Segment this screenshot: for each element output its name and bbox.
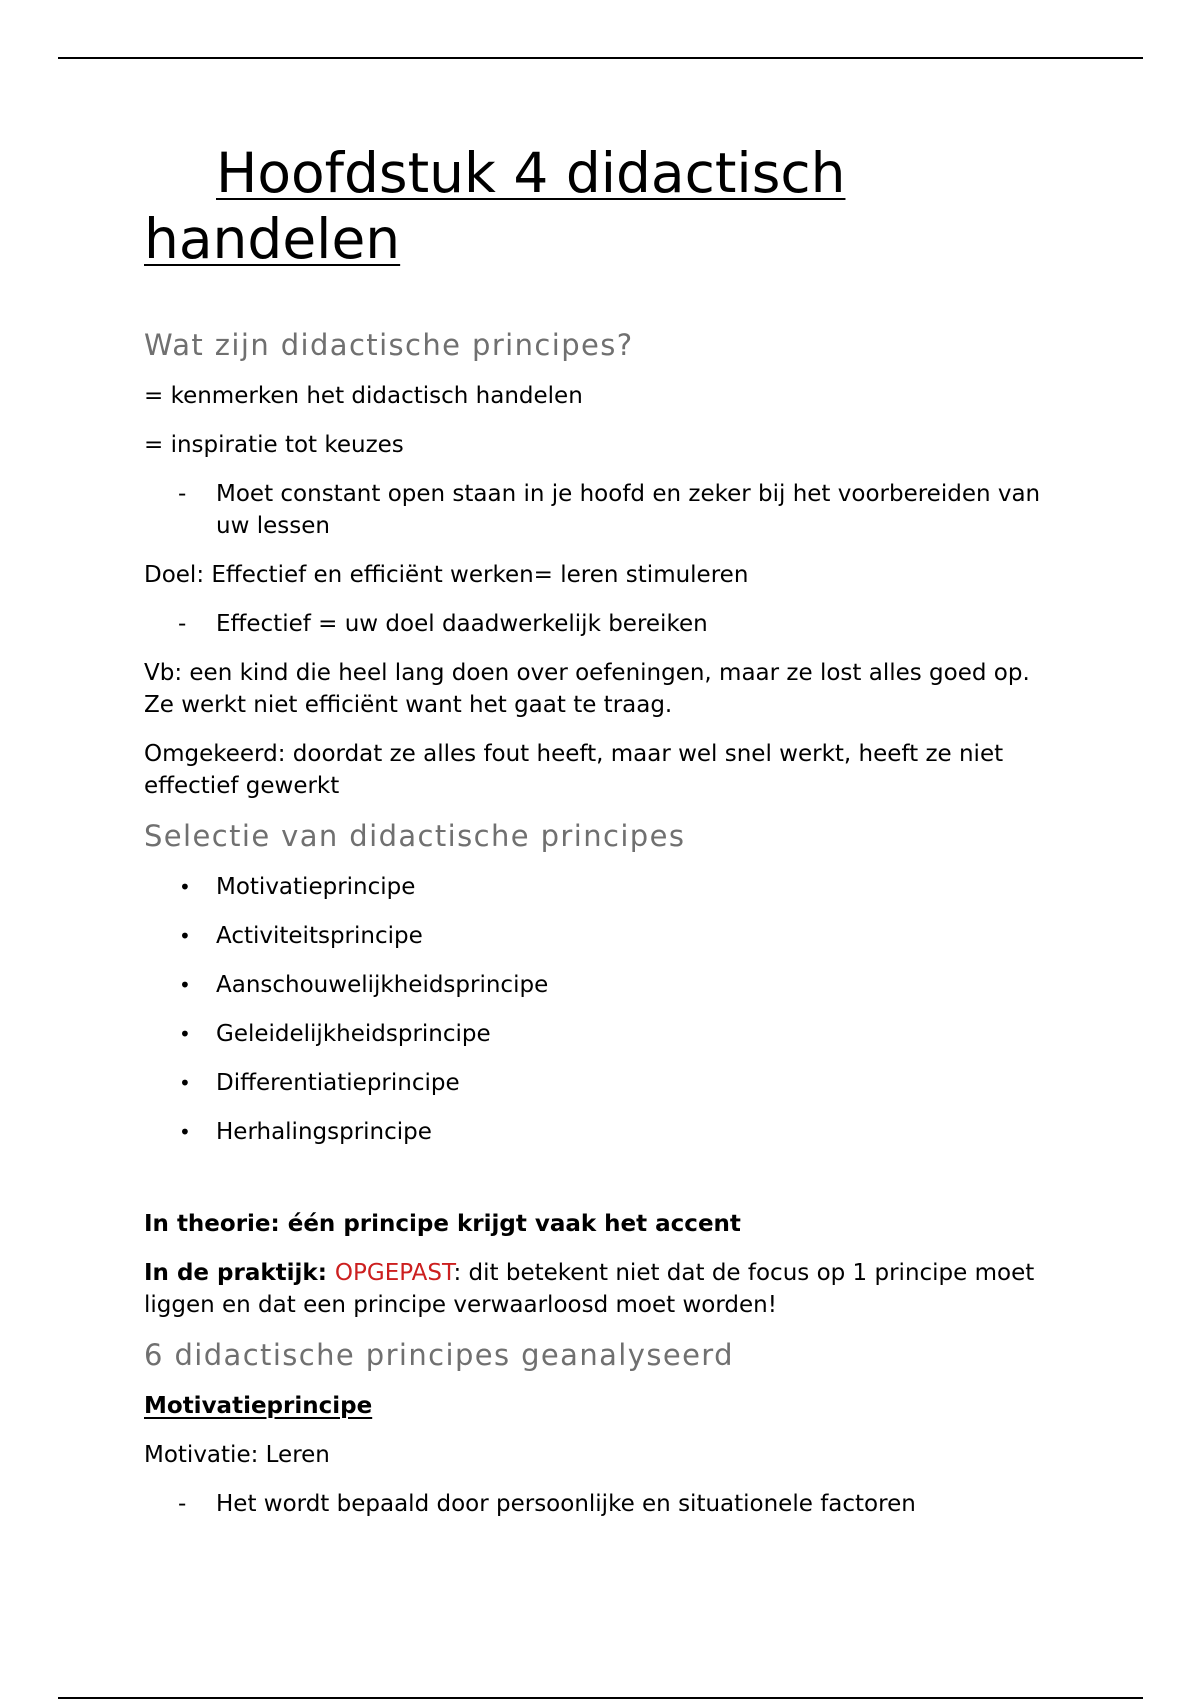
list-item	[144, 1116, 1064, 1148]
section-heading-selectie: Selectie van didactische principes	[144, 819, 686, 853]
bullet-icon: •	[179, 875, 191, 899]
principles-list	[144, 871, 1064, 1148]
omgekeerd-paragraph: Omgekeerd: doordat ze alles fout heeft, maar wel snel werkt, heeft ze niet effectief gewerkt	[144, 741, 1004, 799]
title-line-2: handelen	[144, 207, 401, 271]
bullet-icon: •	[179, 973, 191, 997]
list-item-text: Geleidelijkheidsprincipe	[216, 1021, 491, 1047]
footer-rule	[58, 1697, 1143, 1699]
example-paragraph: Vb: een kind die heel lang doen over oefeningen, maar ze lost alles goed op. Ze werkt niet efficiënt want het gaat te traag.	[144, 660, 1030, 718]
bullet-icon: •	[179, 1120, 191, 1144]
list-item-text: Differentiatieprincipe	[216, 1070, 460, 1096]
subheading-motivatieprincipe: Motivatieprincipe	[144, 1393, 373, 1419]
dash-item-text: Het wordt bepaald door persoonlijke en situationele factoren	[216, 1491, 916, 1517]
doel-line: Doel: Effectief en efficiënt werken= leren stimuleren	[144, 562, 749, 588]
bullet-icon: •	[179, 1022, 191, 1046]
theorie-line: In theorie: één principe krijgt vaak het accent	[144, 1211, 741, 1237]
list-item	[144, 1018, 1064, 1050]
dash-marker: -	[178, 481, 187, 507]
dash-item-text: Moet constant open staan in je hoofd en zeker bij het voorbereiden van uw lessen	[216, 481, 1041, 539]
document-body	[144, 140, 1064, 1537]
title-line-1: Hoofdstuk 4 didactisch	[216, 141, 846, 205]
praktijk-text: : dit betekent niet dat de focus op 1 principe moet liggen en dat een principe verwaarloosd moet worden!	[144, 1260, 1035, 1318]
dash-marker: -	[178, 611, 187, 637]
list-item	[144, 871, 1064, 903]
list-item	[144, 1067, 1064, 1099]
definition-line-2: = inspiratie tot keuzes	[144, 432, 404, 458]
dash-marker: -	[178, 1491, 187, 1517]
list-item-text: Herhalingsprincipe	[216, 1119, 432, 1145]
list-item-text: Aanschouwelijkheidsprincipe	[216, 972, 549, 998]
praktijk-label: In de praktijk:	[144, 1260, 335, 1286]
list-item	[144, 969, 1064, 1001]
section-heading-didactische-principes: Wat zijn didactische principes?	[144, 328, 634, 362]
page-title	[144, 140, 1064, 272]
dash-item-text: Effectief = uw doel daadwerkelijk bereiken	[216, 611, 708, 637]
bullet-icon: •	[179, 1071, 191, 1095]
dash-item	[144, 608, 1064, 640]
header-rule	[58, 57, 1143, 59]
list-item	[144, 920, 1064, 952]
praktijk-paragraph	[144, 1257, 1064, 1321]
motivatie-line: Motivatie: Leren	[144, 1442, 330, 1468]
dash-item	[144, 1488, 1064, 1520]
bullet-icon: •	[179, 924, 191, 948]
dash-item	[144, 478, 1064, 542]
warning-text: OPGEPAST	[334, 1260, 454, 1286]
list-item-text: Motivatieprincipe	[216, 874, 416, 900]
definition-line-1: = kenmerken het didactisch handelen	[144, 383, 583, 409]
section-heading-geanalyseerd: 6 didactische principes geanalyseerd	[144, 1338, 734, 1372]
list-item-text: Activiteitsprincipe	[216, 923, 423, 949]
